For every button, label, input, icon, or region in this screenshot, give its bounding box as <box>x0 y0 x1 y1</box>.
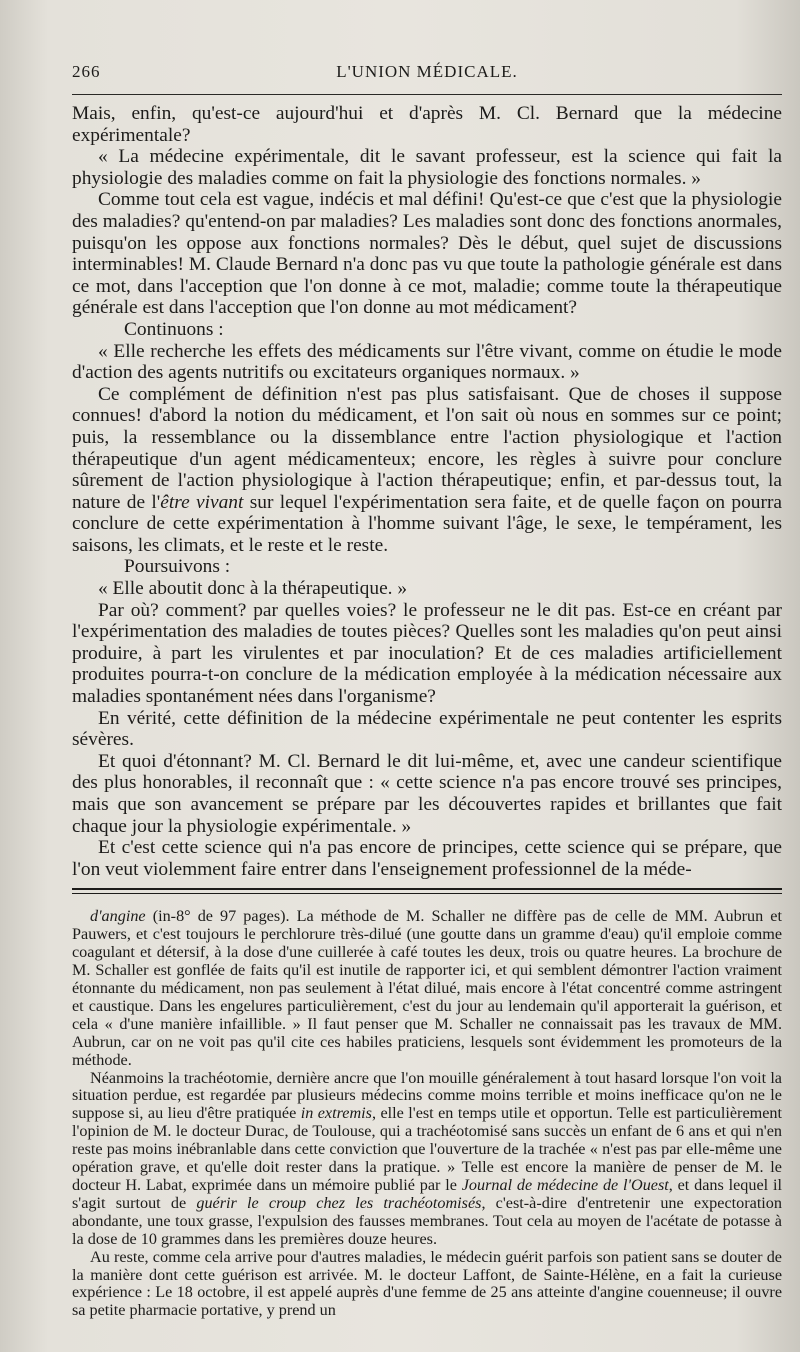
text-run: , elle l'est en temps utile et opportun. Telle est particulièrement l'opinion de M. le docteur Durac, de Toulouse, qui a trachéotomisé sans succès un enfant de 6 ans et qui n'en reste pas moins inébranlable dans cette conviction que l'ouverture de la trachée « n'est pas par elle-même une opération grave, et qu'elle doit rester dans la pratique. » Telle est encore la manière de penser de M. le docteur H. Labat, exprimée dans un mémoire publié par le <box>72 1104 782 1194</box>
journal-title: L'UNION MÉDICALE. <box>336 62 518 81</box>
text-run: (in-8° de 97 pages). La méthode de M. Schaller ne diffère pas de celle de MM. Aubrun et Pauwers, et c'est toujours le perchlorure très-dilué (une goutte dans un gramme d'eau) qu'il emploie comme coagulant et détersif, à la dose d'une cuillerée à café toutes les deux, trois ou quatre heures. La brochure de M. Schaller est gonflée de faits qu'il est inutile de rapporter ici, et qui semblent démontrer l'action vraiment étonnante du médicament, non pas seulement à l'état dilué, mais encore à l'état concentré comme astringent et caustique. Dans les engelures particulièrement, c'est du jour au lendemain qu'il apporterait la guérison, et cela « d'une manière infaillible. » Il faut penser que M. Schaller ne connaissait pas les travaux de MM. Aubrun, car on ne voit pas qu'il cite ces habiles praticiens, lesquels sont évidemment les promoteurs de la méthode. <box>72 907 782 1069</box>
footnote-separator <box>72 888 782 894</box>
text-run: , c'est-à-dire d'entretenir une expectoration abondante, une toux grasse, l'expulsion des fausses membranes. Tout cela au moyen de l'acétate de potasse à la dose de 10 grammes dans les premières douze heures. <box>72 1193 782 1248</box>
paragraph: « Elle aboutit donc à la thérapeutique. » <box>98 578 408 600</box>
italic-phrase: in extremis <box>300 1104 372 1123</box>
paragraph: Poursuivons : <box>124 556 231 578</box>
header-rule <box>72 94 782 95</box>
text-run: sur lequel l'expérimentation sera faite, et de quelle façon on pourra conclure de cette expérimentation à l'homme suivant l'âge, le sexe, le tempérament, les saisons, les climats, et le reste et le reste. <box>72 491 783 556</box>
italic-phrase: d'angine <box>90 907 146 926</box>
main-text <box>72 103 782 880</box>
page-number: 266 <box>72 62 101 81</box>
footnote-paragraph <box>72 1070 782 1249</box>
paragraph: Et quoi d'étonnant? M. Cl. Bernard le dit lui-même, et, avec une candeur scientifique des plus honorables, il reconnaît que : « cette science n'a pas encore trouvé ses principes, mais que son avancement se prépare par les découvertes rapides et brillantes que fait chaque jour la physiologie expérimentale. » <box>72 750 782 837</box>
text-run: Ce complément de définition n'est pas plus satisfaisant. Que de choses il suppose connues! d'abord la notion du médicament, et l'on sait où nous en sommes sur ce point; puis, la ressemblance ou la dissemblance entre l'action physiologique et l'action thérapeutique d'un agent médicamenteux; encore, les règles à suivre pour conclure sûrement de l'action physiologique à l'action thérapeutique; enfin, et par-dessus tout, la nature de l' <box>72 383 782 513</box>
paragraph: Mais, enfin, qu'est-ce aujourd'hui et d'après M. Cl. Bernard que la médecine expérimentale? <box>72 103 782 146</box>
footnote-text <box>72 908 782 1320</box>
paragraph: Et c'est cette science qui n'a pas encore de principes, cette science qui se prépare, que l'on veut violemment faire entrer dans l'enseignement professionnel de la méde- <box>72 837 782 880</box>
text-run: Néanmoins la trachéotomie, dernière ancre que l'on mouille généralement à tout hasard lorsque l'on voit la situation perdue, est regardée par plusieurs médecins comme moins terrible et moins inefficace qu'on ne le suppose si, au lieu d'être pratiquée <box>72 1068 782 1123</box>
italic-phrase: guérir le croup chez les trachéotomisés <box>196 1193 482 1212</box>
footnote-paragraph: Au reste, comme cela arrive pour d'autres maladies, le médecin guérit parfois son patient sans se douter de la manière dont cette guérison est arrivée. M. le docteur Laffont, de Sainte-Hélène, en a fait la curieuse expérience : Le 18 octobre, il est appelé auprès d'une femme de 25 ans atteinte d'angine couenneuse; il ouvre sa petite pharmacie portative, y prend un <box>72 1247 782 1320</box>
italic-phrase: Journal de médecine de l'Ouest <box>461 1175 669 1194</box>
italic-phrase: être vivant <box>160 491 244 513</box>
paragraph <box>72 384 782 557</box>
paragraph: Continuons : <box>124 318 224 340</box>
paragraph: En vérité, cette définition de la médecine expérimentale ne peut contenter les esprits sévères. <box>72 707 782 751</box>
paragraph: « Elle recherche les effets des médicaments sur l'être vivant, comme on étudie le mode d'action des agents nutritifs ou excitateurs organiques normaux. » <box>72 340 782 384</box>
paragraph: Comme tout cela est vague, indécis et mal défini! Qu'est-ce que c'est que la physiologie des maladies? qu'entend-on par maladies? Les maladies sont donc des fonctions anormales, puisqu'on les oppose aux fonctions normales? Dès le début, quel sujet de discussions interminables! M. Claude Bernard n'a donc pas vu que toute la pathologie générale est dans ce mot, dans l'acception que l'on donne à ce mot, maladie; comme toute la thérapeutique générale est dans l'acception que l'on donne au mot médicament? <box>72 189 782 319</box>
paragraph: Par où? comment? par quelles voies? le professeur ne le dit pas. Est-ce en créant par l'expérimentation des maladies de toutes pièces? Quelles sont les maladies qu'on peut ainsi produire, à part les virulentes et par inoculation? Et de ces maladies artificiellement produites pourra-t-on conclure de la médication employée à la médication nécessaire aux maladies spontanément nées dans l'organisme? <box>72 599 782 708</box>
footnote-paragraph <box>72 908 782 1069</box>
text-run: , et dans lequel il s'agit surtout de <box>72 1175 782 1212</box>
paragraph: « La médecine expérimentale, dit le savant professeur, est la science qui fait la physiologie des maladies comme on fait la physiologie des fonctions normales. » <box>72 146 782 189</box>
running-header <box>72 62 782 88</box>
